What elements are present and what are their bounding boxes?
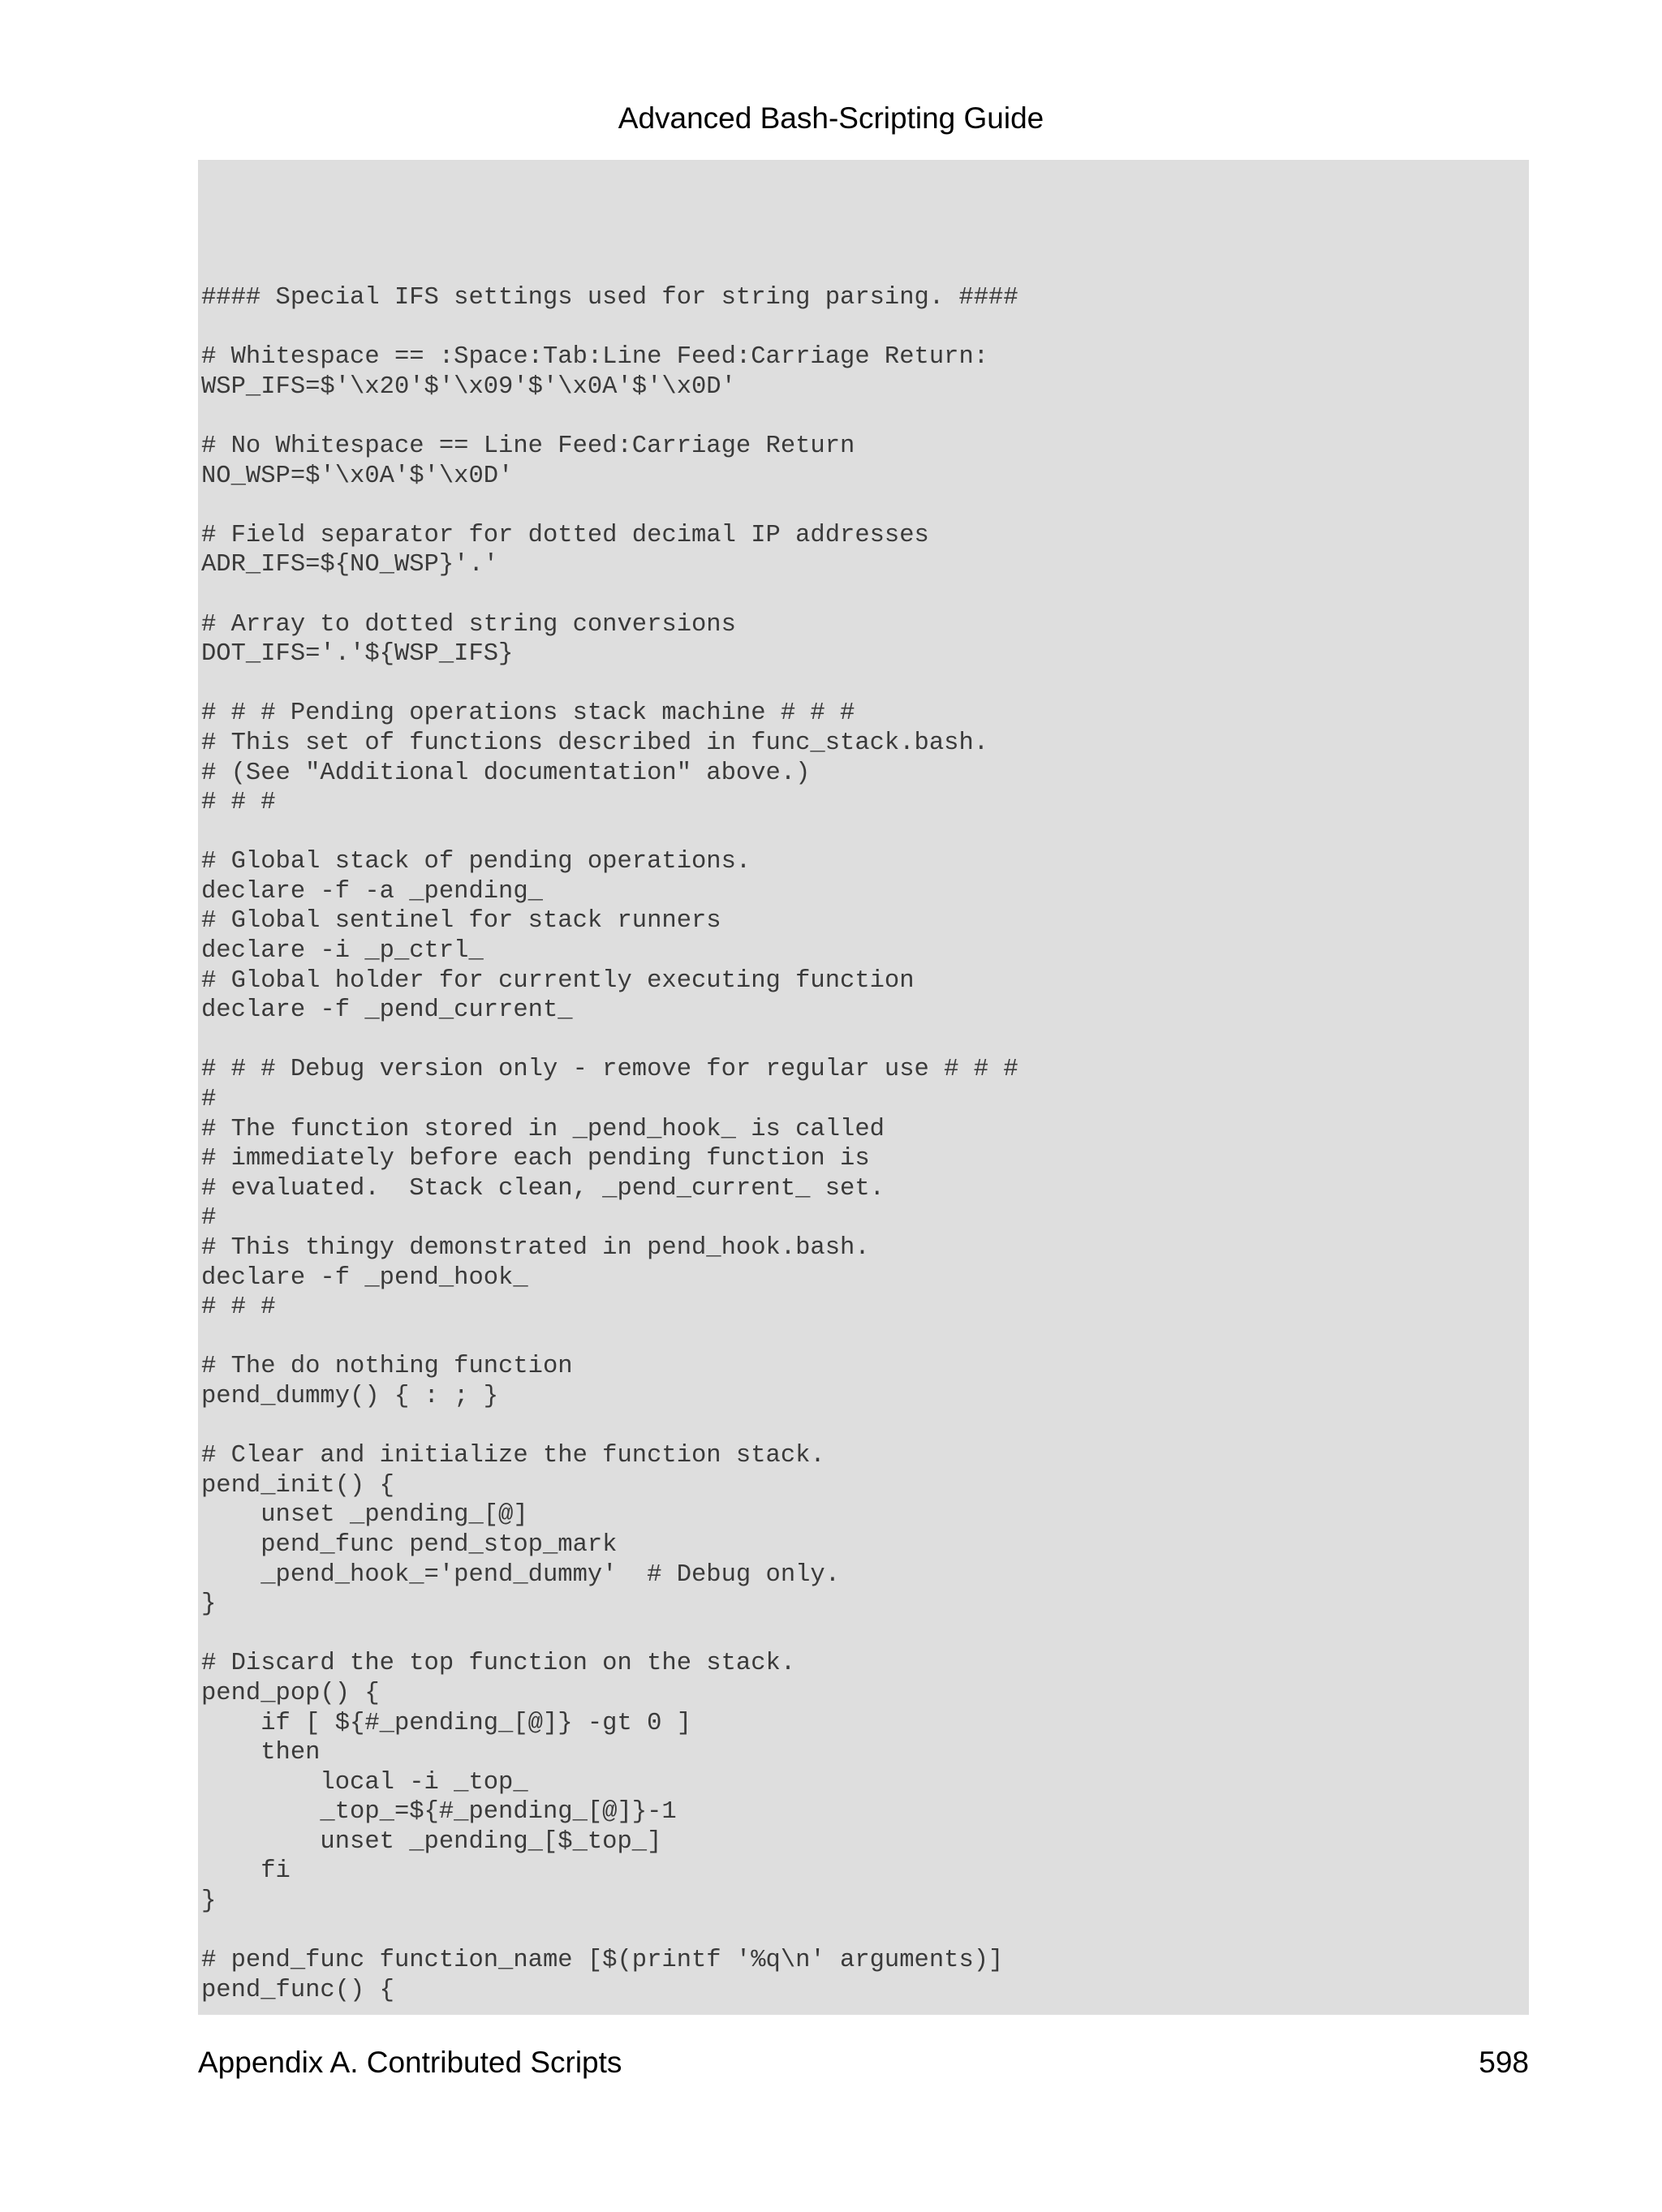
code-line: #	[201, 1204, 217, 1233]
code-line	[201, 402, 1529, 432]
code-line: _pend_hook_='pend_dummy' # Debug only.	[201, 1560, 841, 1589]
code-line: # # # Pending operations stack machine # # #	[201, 699, 855, 728]
code-line	[201, 1026, 1529, 1056]
code-line: NO_WSP=$'\x0A'$'\x0D'	[201, 462, 514, 490]
code-line: # Field separator for dotted decimal IP addresses	[201, 521, 929, 549]
code-listing	[198, 160, 1529, 2015]
footer-page-number: 598	[1479, 2046, 1529, 2079]
code-line	[201, 580, 1529, 610]
code-line: unset _pending_[$_top_]	[201, 1827, 662, 1856]
code-line	[201, 1917, 1529, 1947]
code-line	[201, 818, 1529, 848]
code-line: local -i _top_	[201, 1768, 528, 1797]
code-line	[201, 669, 1529, 699]
code-line	[201, 1323, 1529, 1353]
code-line: # Discard the top function on the stack.	[201, 1650, 796, 1678]
code-line: unset _pending_[@]	[201, 1501, 528, 1530]
code-line: declare -f _pend_hook_	[201, 1263, 528, 1292]
code-line: # (See "Additional documentation" above.)	[201, 759, 811, 787]
code-line: #### Special IFS settings used for string parsing. ####	[201, 284, 1018, 312]
code-line: pend_pop() {	[201, 1679, 380, 1707]
code-line: # pend_func function_name [$(printf '%q\n' arguments)]	[201, 1947, 1004, 1975]
code-line: pend_init() {	[201, 1471, 394, 1500]
code-line: pend_dummy() { : ; }	[201, 1382, 499, 1410]
code-line: if [ ${#_pending_[@]} -gt 0 ]	[201, 1709, 691, 1737]
code-line: _top_=${#_pending_[@]}-1	[201, 1798, 677, 1827]
code-line: # Whitespace == :Space:Tab:Line Feed:Carriage Return:	[201, 343, 989, 372]
code-line: pend_func pend_stop_mark	[201, 1530, 618, 1559]
code-line: ADR_IFS=${NO_WSP}'.'	[201, 551, 499, 579]
code-line: # Global holder for currently executing function	[201, 966, 915, 995]
code-line: # Array to dotted string conversions	[201, 610, 736, 639]
code-line: WSP_IFS=$'\x20'$'\x09'$'\x0A'$'\x0D'	[201, 372, 736, 401]
code-line: fi	[201, 1857, 291, 1886]
code-line: # The function stored in _pend_hook_ is called	[201, 1115, 885, 1143]
code-line: # # # Debug version only - remove for regular use # # #	[201, 1056, 1018, 1084]
code-line	[201, 491, 1529, 521]
footer-section-title: Appendix A. Contributed Scripts	[198, 2046, 622, 2079]
code-line: #	[201, 1086, 217, 1114]
code-line: # immediately before each pending function is	[201, 1145, 870, 1173]
page-header-title: Advanced Bash-Scripting Guide	[618, 101, 1044, 135]
code-line: }	[201, 1590, 217, 1619]
code-line: # This thingy demonstrated in pend_hook.bash.	[201, 1234, 870, 1262]
code-line: then	[201, 1739, 321, 1767]
code-line: # Clear and initialize the function stack.	[201, 1442, 825, 1470]
code-line: declare -f _pend_current_	[201, 996, 573, 1025]
code-line: # Global sentinel for stack runners	[201, 907, 721, 936]
code-line	[201, 313, 1529, 343]
code-line: # Global stack of pending operations.	[201, 848, 751, 876]
code-line: # No Whitespace == Line Feed:Carriage Return	[201, 432, 855, 460]
code-line: # evaluated. Stack clean, _pend_current_ set.	[201, 1174, 885, 1203]
code-line: # # #	[201, 1293, 276, 1322]
code-line: # This set of functions described in func_stack.bash.	[201, 729, 989, 757]
code-line: DOT_IFS='.'${WSP_IFS}	[201, 640, 514, 669]
code-line: # # #	[201, 789, 276, 817]
code-line	[201, 1412, 1529, 1442]
code-line: declare -f -a _pending_	[201, 877, 543, 906]
code-line: }	[201, 1887, 217, 1916]
code-line: pend_func() {	[201, 1976, 394, 2004]
code-line: # The do nothing function	[201, 1353, 573, 1381]
code-line	[201, 1620, 1529, 1650]
code-line: declare -i _p_ctrl_	[201, 937, 484, 966]
